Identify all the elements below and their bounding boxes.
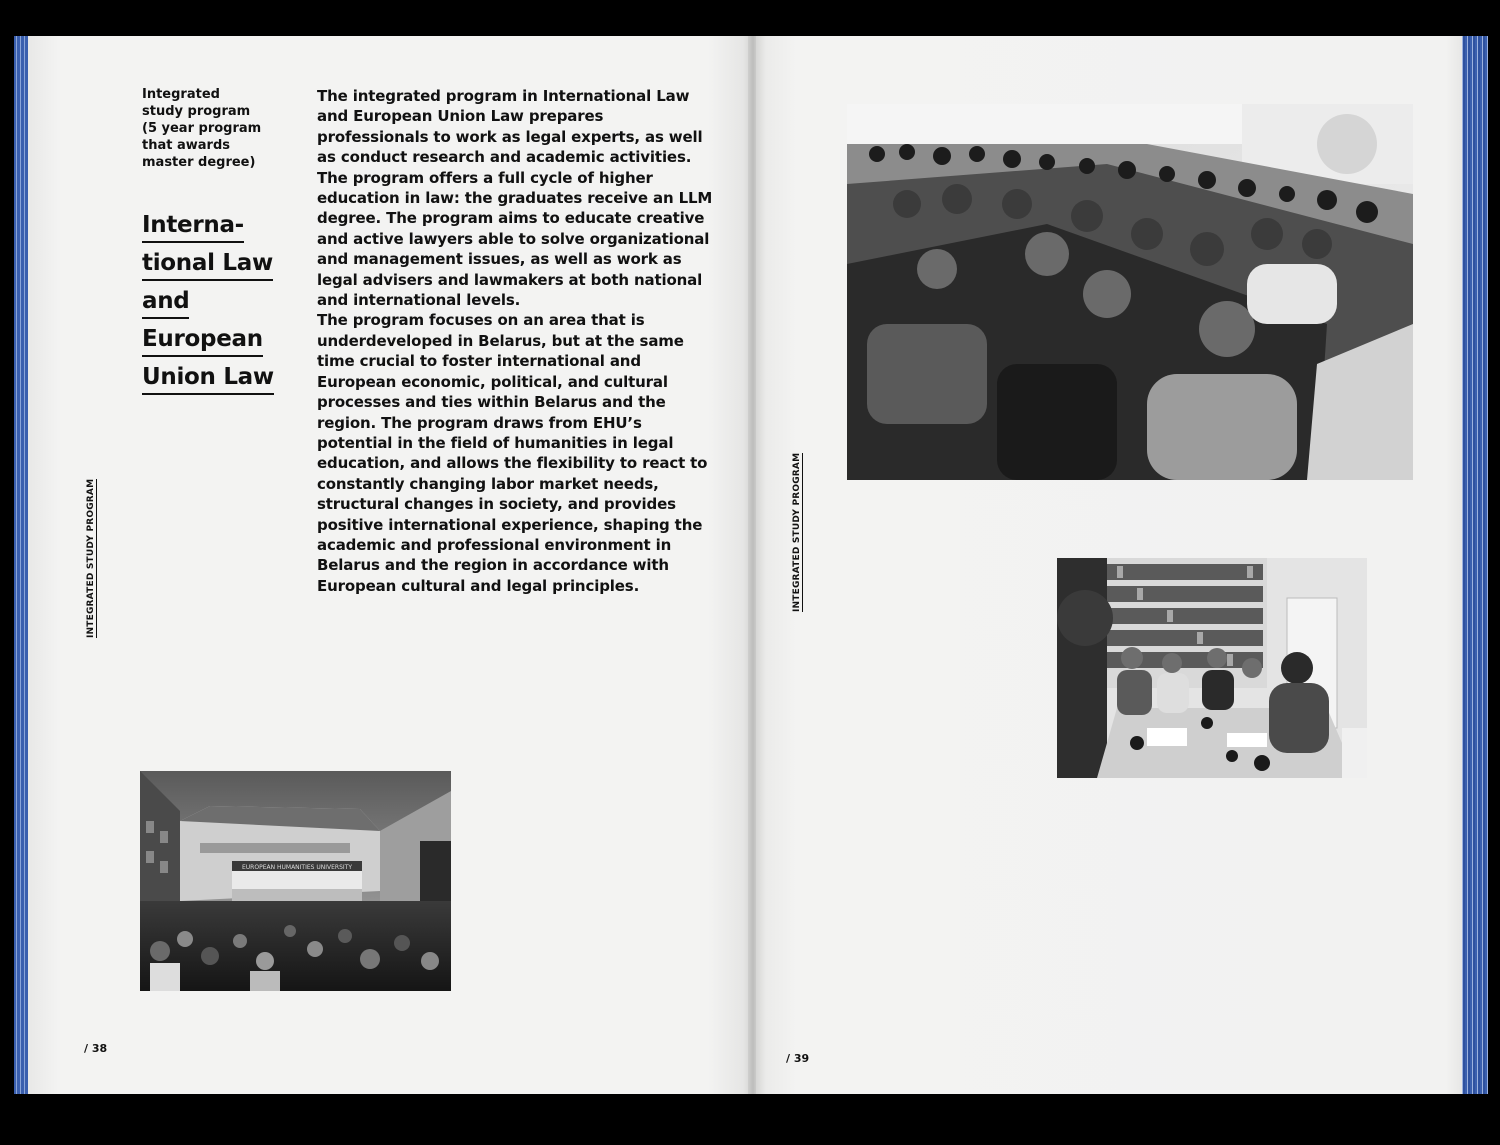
auditorium-audience-photo: [847, 104, 1413, 480]
page-number: / 38: [84, 1042, 108, 1055]
title-line: Union Law: [142, 362, 274, 395]
program-kicker: Integrated study program (5 year program that awards master degree): [142, 87, 262, 170]
library-meeting-photo: [1057, 558, 1367, 778]
building-sign-text: EUROPEAN HUMANITIES UNIVERSITY: [242, 864, 352, 871]
program-description: [317, 86, 717, 596]
title-line: and: [142, 286, 189, 319]
title-line: tional Law: [142, 248, 273, 281]
page-number: / 39: [786, 1052, 810, 1065]
section-side-label: INTEGRATED STUDY PROGRAM: [86, 478, 96, 638]
description-paragraph: The integrated program in International Law and European Union Law prepares professionals to work as legal experts, as well as conduct research and academic activities. The program offers a full cycle of higher education in law: the graduates receive an LLM degree. The program aims to educate creative and active lawyers able to solve organizational and management issues, as well as work as legal advisers and lawmakers at both national and international levels.: [317, 87, 713, 310]
courtyard-concert-photo: [140, 771, 451, 991]
section-side-label: INTEGRATED STUDY PROGRAM: [792, 452, 802, 612]
title-line: Interna-: [142, 210, 244, 243]
left-page: [28, 36, 750, 1094]
right-page-edge: [1460, 36, 1488, 1094]
program-title: [142, 210, 292, 400]
description-paragraph: The program focuses on an area that is underdeveloped in Belarus, but at the same time crucial to foster international and European economic, political, and cultural processes and ties within Belarus and the region. The program draws from EHU’s potential in the field of humanities in legal education, and allows the flexibility to react to constantly changing labor market needs, structural changes in society, and provides positive international experience, shaping the academic and professional environment in Belarus and the region in accordance with European cultural and legal principles.: [317, 311, 708, 595]
right-page: [756, 36, 1462, 1094]
title-line: European: [142, 324, 263, 357]
